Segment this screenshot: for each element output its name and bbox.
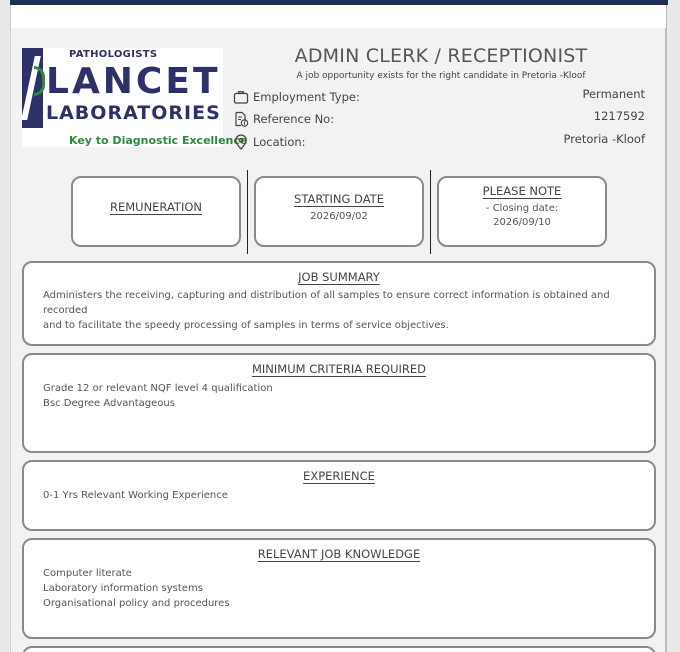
reference-value: 1217592 — [593, 109, 645, 123]
experience-body — [43, 488, 228, 503]
briefcase-icon — [233, 89, 249, 105]
remuneration-title: REMUNERATION — [109, 200, 203, 214]
location-value: Pretoria -Kloof — [563, 132, 645, 146]
job-summary-line: and to facilitate the speedy processing of samples in terms of service objectives. — [43, 320, 449, 331]
job-title: ADMIN CLERK / RECEPTIONIST — [294, 45, 588, 67]
reference-label: Reference No: — [253, 112, 335, 126]
job-subtitle: A job opportunity exists for the right candidate in Pretoria -Kloof — [296, 71, 586, 81]
job-knowledge-body — [43, 566, 230, 611]
job-summary-line: Administers the receiving, capturing and distribution of all samples to ensure correct information is obtained and recorded — [43, 290, 610, 316]
please-note-title: PLEASE NOTE — [482, 184, 562, 198]
location-row — [233, 134, 645, 152]
closing-date-value: 2026/09/10 — [493, 217, 551, 228]
card-divider — [430, 170, 431, 254]
employment-type-label: Employment Type: — [253, 90, 360, 104]
experience-title: EXPERIENCE — [303, 469, 375, 483]
card-divider — [247, 170, 248, 254]
criteria-line: Grade 12 or relevant NQF level 4 qualification — [43, 383, 273, 394]
logo-tagline: Key to Diagnostic Excellence — [69, 134, 248, 147]
please-note-card — [437, 176, 607, 247]
job-advert-sheet — [10, 5, 667, 652]
logo-top-text: PATHOLOGISTS — [69, 49, 158, 60]
logo-main-text: LANCET — [46, 61, 221, 102]
employment-type-value: Permanent — [582, 87, 645, 101]
starting-date-card — [254, 176, 424, 247]
document-info-icon — [233, 111, 249, 127]
experience-line: 0-1 Yrs Relevant Working Experience — [43, 490, 228, 501]
logo-sub-text: LABORATORIES — [46, 102, 221, 124]
job-knowledge-line: Computer literate — [43, 568, 132, 579]
remuneration-card — [71, 176, 241, 247]
job-knowledge-line: Organisational policy and procedures — [43, 598, 230, 609]
logo-emblem-curve — [34, 66, 45, 96]
criteria-body — [43, 381, 273, 411]
job-summary-body — [43, 288, 633, 333]
starting-date-title: STARTING DATE — [294, 192, 384, 206]
closing-date-label: - Closing date: — [485, 203, 559, 214]
criteria-title: MINIMUM CRITERIA REQUIRED — [251, 362, 427, 376]
job-knowledge-line: Laboratory information systems — [43, 583, 203, 594]
employment-type-row — [233, 89, 645, 107]
sheet-header-strip — [11, 5, 666, 28]
criteria-line: Bsc Degree Advantageous — [43, 398, 175, 409]
next-section — [22, 646, 656, 652]
job-summary-title: JOB SUMMARY — [298, 270, 380, 284]
location-pin-icon — [233, 134, 249, 150]
starting-date-value: 2026/09/02 — [310, 211, 368, 222]
job-knowledge-title: RELEVANT JOB KNOWLEDGE — [257, 547, 421, 561]
reference-row — [233, 111, 645, 129]
location-label: Location: — [253, 135, 306, 149]
lancet-logo — [22, 48, 248, 147]
